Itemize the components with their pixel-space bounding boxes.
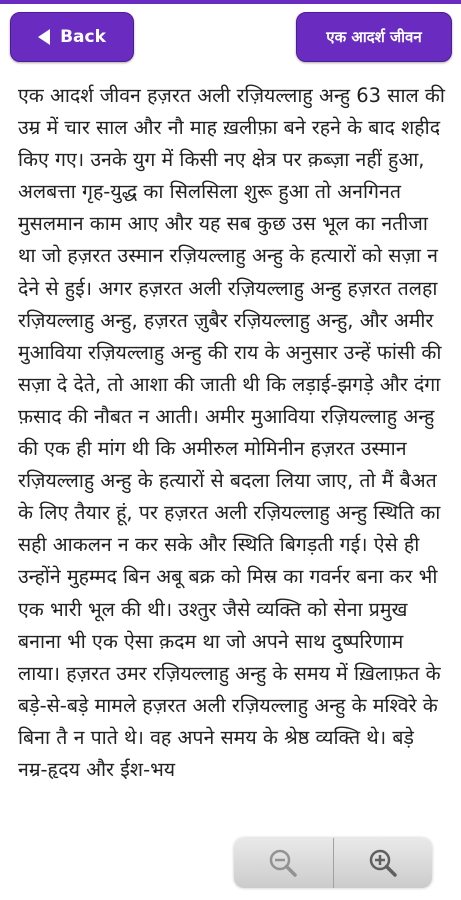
top-accent-bar <box>0 0 461 4</box>
article-text: एक आदर्श जीवन हज़रत अली रज़ियल्लाहु अन्हु 63 साल की उम्र में चार साल और नौ माह ख़लीफ़ा बने रहने के बाद शहीद किए गए। उनके युग में किसी नए क्षेत्र पर क़ब्ज़ा नहीं हुआ, अलबत्ता गृह-युद्ध का सिलसिला शुरू हुआ तो अनगिनत मुसलमान काम आए और यह सब कुछ उस भूल का नतीजा था जो हज़रत उस्मान रज़ियल्लाहु अन्हु के हत्यारों को सज़ा न देने से हुई। अगर हज़रत अली रज़ियल्लाहु अन्हु हज़रत तलहा रज़ियल्लाहु अन्हु, हज़रत ज़ुबैर रज़ियल्लाहु अन्हु, और अमीर मुआविया रज़ियल्लाहु अन्हु की राय के अनुसार उन्हें फांसी की सज़ा दे देते, तो आशा की जाती थी कि लड़ाई-झगड़े और दंगा फ़साद की नौबत न आती। अमीर मुआविया रज़ियल्लाहु अन्हु की एक ही मांग थी कि अमीरुल मोमिनीन हज़रत उस्मान रज़ियल्लाहु अन्हु के हत्यारों से बदला लिया जाए, तो मैं बैअत के लिए तैयार हूं, पर हज़रत अली रज़ियल्लाहु अन्हु स्थिति का सही आकलन न कर सके और स्थिति बिगड़ती गई। ऐसे ही उन्होंने मुहम्मद बिन अबू बक्र को मिस्र का गवर्नर बना कर भी एक भारी भूल की थी। उश्तुर जैसे व्यक्ति को सेना प्रमुख बनाना भी एक ऐसा क़दम था जो अपने साथ दुष्परिणाम लाया। हज़रत उमर रज़ियल्लाहु अन्हु के समय में ख़िलाफ़त के बड़े-से-बड़े मामले हज़रत अली रज़ियल्लाहु अन्हु के मश्विरे के बिना तै न पाते थे। वह अपने समय के श्रेष्ठ व्यक्ति थे। बड़े नम्र-हृदय और ईश-भय <box>18 84 445 781</box>
zoom-controls <box>234 838 432 888</box>
title-button-label: एक आदर्श जीवन <box>326 28 422 46</box>
top-bar <box>0 0 461 72</box>
back-button-label: Back <box>60 27 106 47</box>
zoom-out-icon <box>268 848 298 878</box>
back-button[interactable] <box>10 12 134 62</box>
zoom-in-icon <box>368 848 398 878</box>
zoom-out-button[interactable] <box>234 838 333 888</box>
title-button[interactable] <box>296 12 452 62</box>
zoom-in-button[interactable] <box>334 838 433 888</box>
back-arrow-icon <box>38 29 50 45</box>
